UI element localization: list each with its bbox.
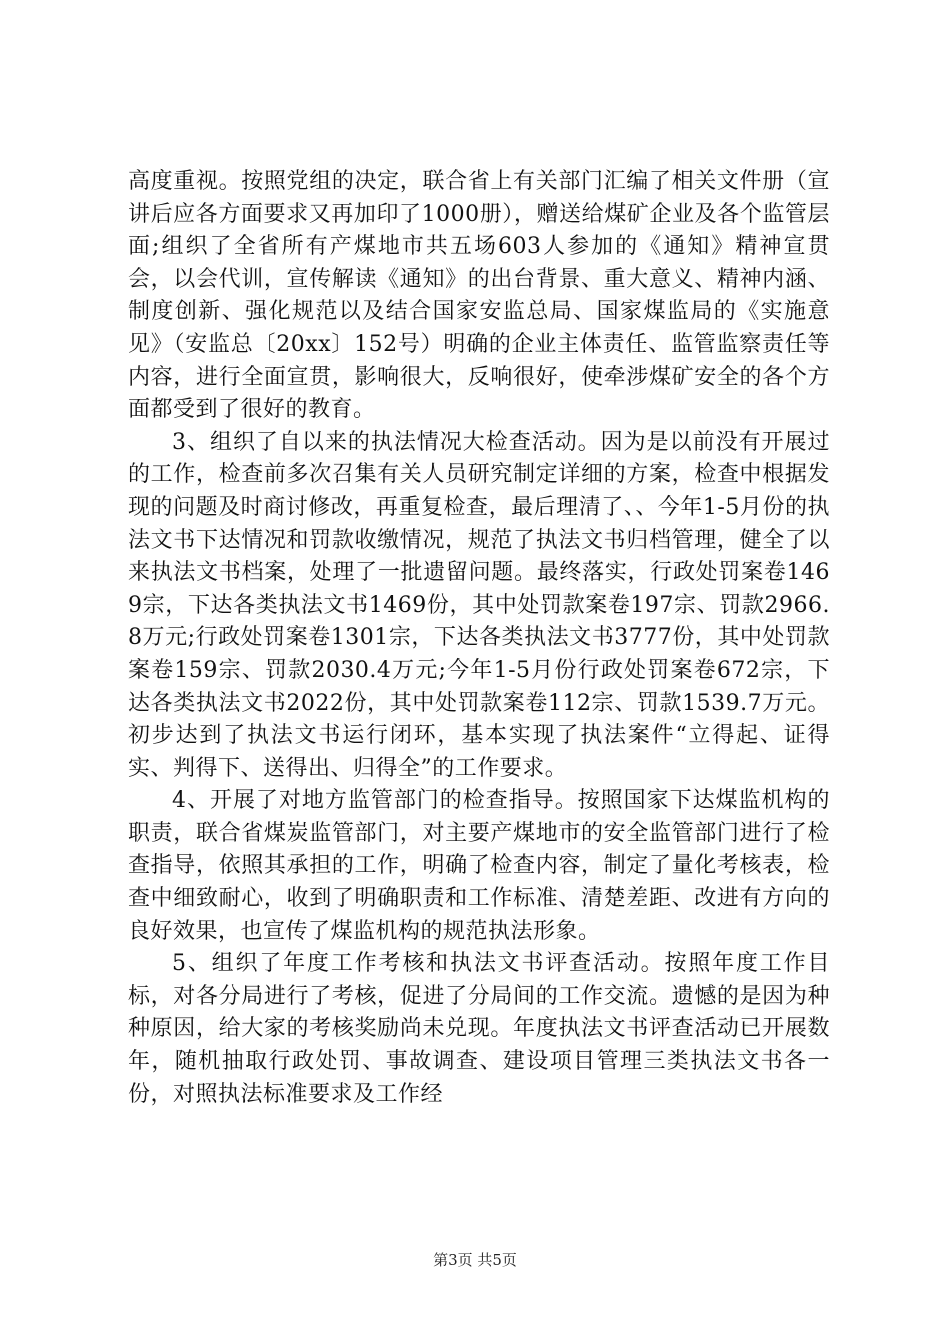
document-body [128,166,830,1111]
paragraph-item-4: 4、开展了对地方监管部门的检查指导。按照国家下达煤监机构的职责，联合省煤炭监管部门，对主要产煤地市的安全监管部门进行了检查指导，依照其承担的工作，明确了检查内容，制定了量化考核表，检查中细致耐心，收到了明确职责和工作标准、清楚差距、改进有方向的良好效果，也宣传了煤监机构的规范执法形象。 [128,788,830,944]
paragraph-item-3: 3、组织了自以来的执法情况大检查活动。因为是以前没有开展过的工作，检查前多次召集有关人员研究制定详细的方案，检查中根据发现的问题及时商讨修改，再重复检查，最后理清了、、今年1-5月份的执法文书下达情况和罚款收缴情况，规范了执法文书归档管理，健全了以来执法文书档案，处理了一批遗留问题。最终落实，行政处罚案卷1469宗，下达各类执法文书1469份，其中处罚款案卷197宗、罚款2966.8万元;行政处罚案卷1301宗，下达各类执法文书3777份，其中处罚款案卷159宗、罚款2030.4万元;今年1-5月份行政处罚案卷672宗，下达各类执法文书2022份，其中处罚款案卷112宗、罚款1539.7万元。初步达到了执法文书运行闭环，基本实现了执法案件“立得起、证得实、判得下、送得出、归得全”的工作要求。 [128,429,830,781]
page-number-footer: 第3页 共5页 [433,1251,517,1269]
paragraph-item-5: 5、组织了年度工作考核和执法文书评查活动。按照年度工作目标，对各分局进行了考核，促进了分局间的工作交流。遗憾的是因为种种原因，给大家的考核奖励尚未兑现。年度执法文书评查活动已开展数年，随机抽取行政处罚、事故调查、建设项目管理三类执法文书各一份，对照执法标准要求及工作经 [128,951,830,1107]
paragraph-continuation: 高度重视。按照党组的决定，联合省上有关部门汇编了相关文件册（宣讲后应各方面要求又再加印了1000册），赠送给煤矿企业及各个监管层面;组织了全省所有产煤地市共五场603人参加的《通知》精神宣贯会，以会代训，宣传解读《通知》的出台背景、重大意义、精神内涵、制度创新、强化规范以及结合国家安监总局、国家煤监局的《实施意见》（安监总〔20xx〕152号）明确的企业主体责任、监管监察责任等内容，进行全面宣贯，影响很大，反响很好，使牵涉煤矿安全的各个方面都受到了很好的教育。 [128,169,830,423]
